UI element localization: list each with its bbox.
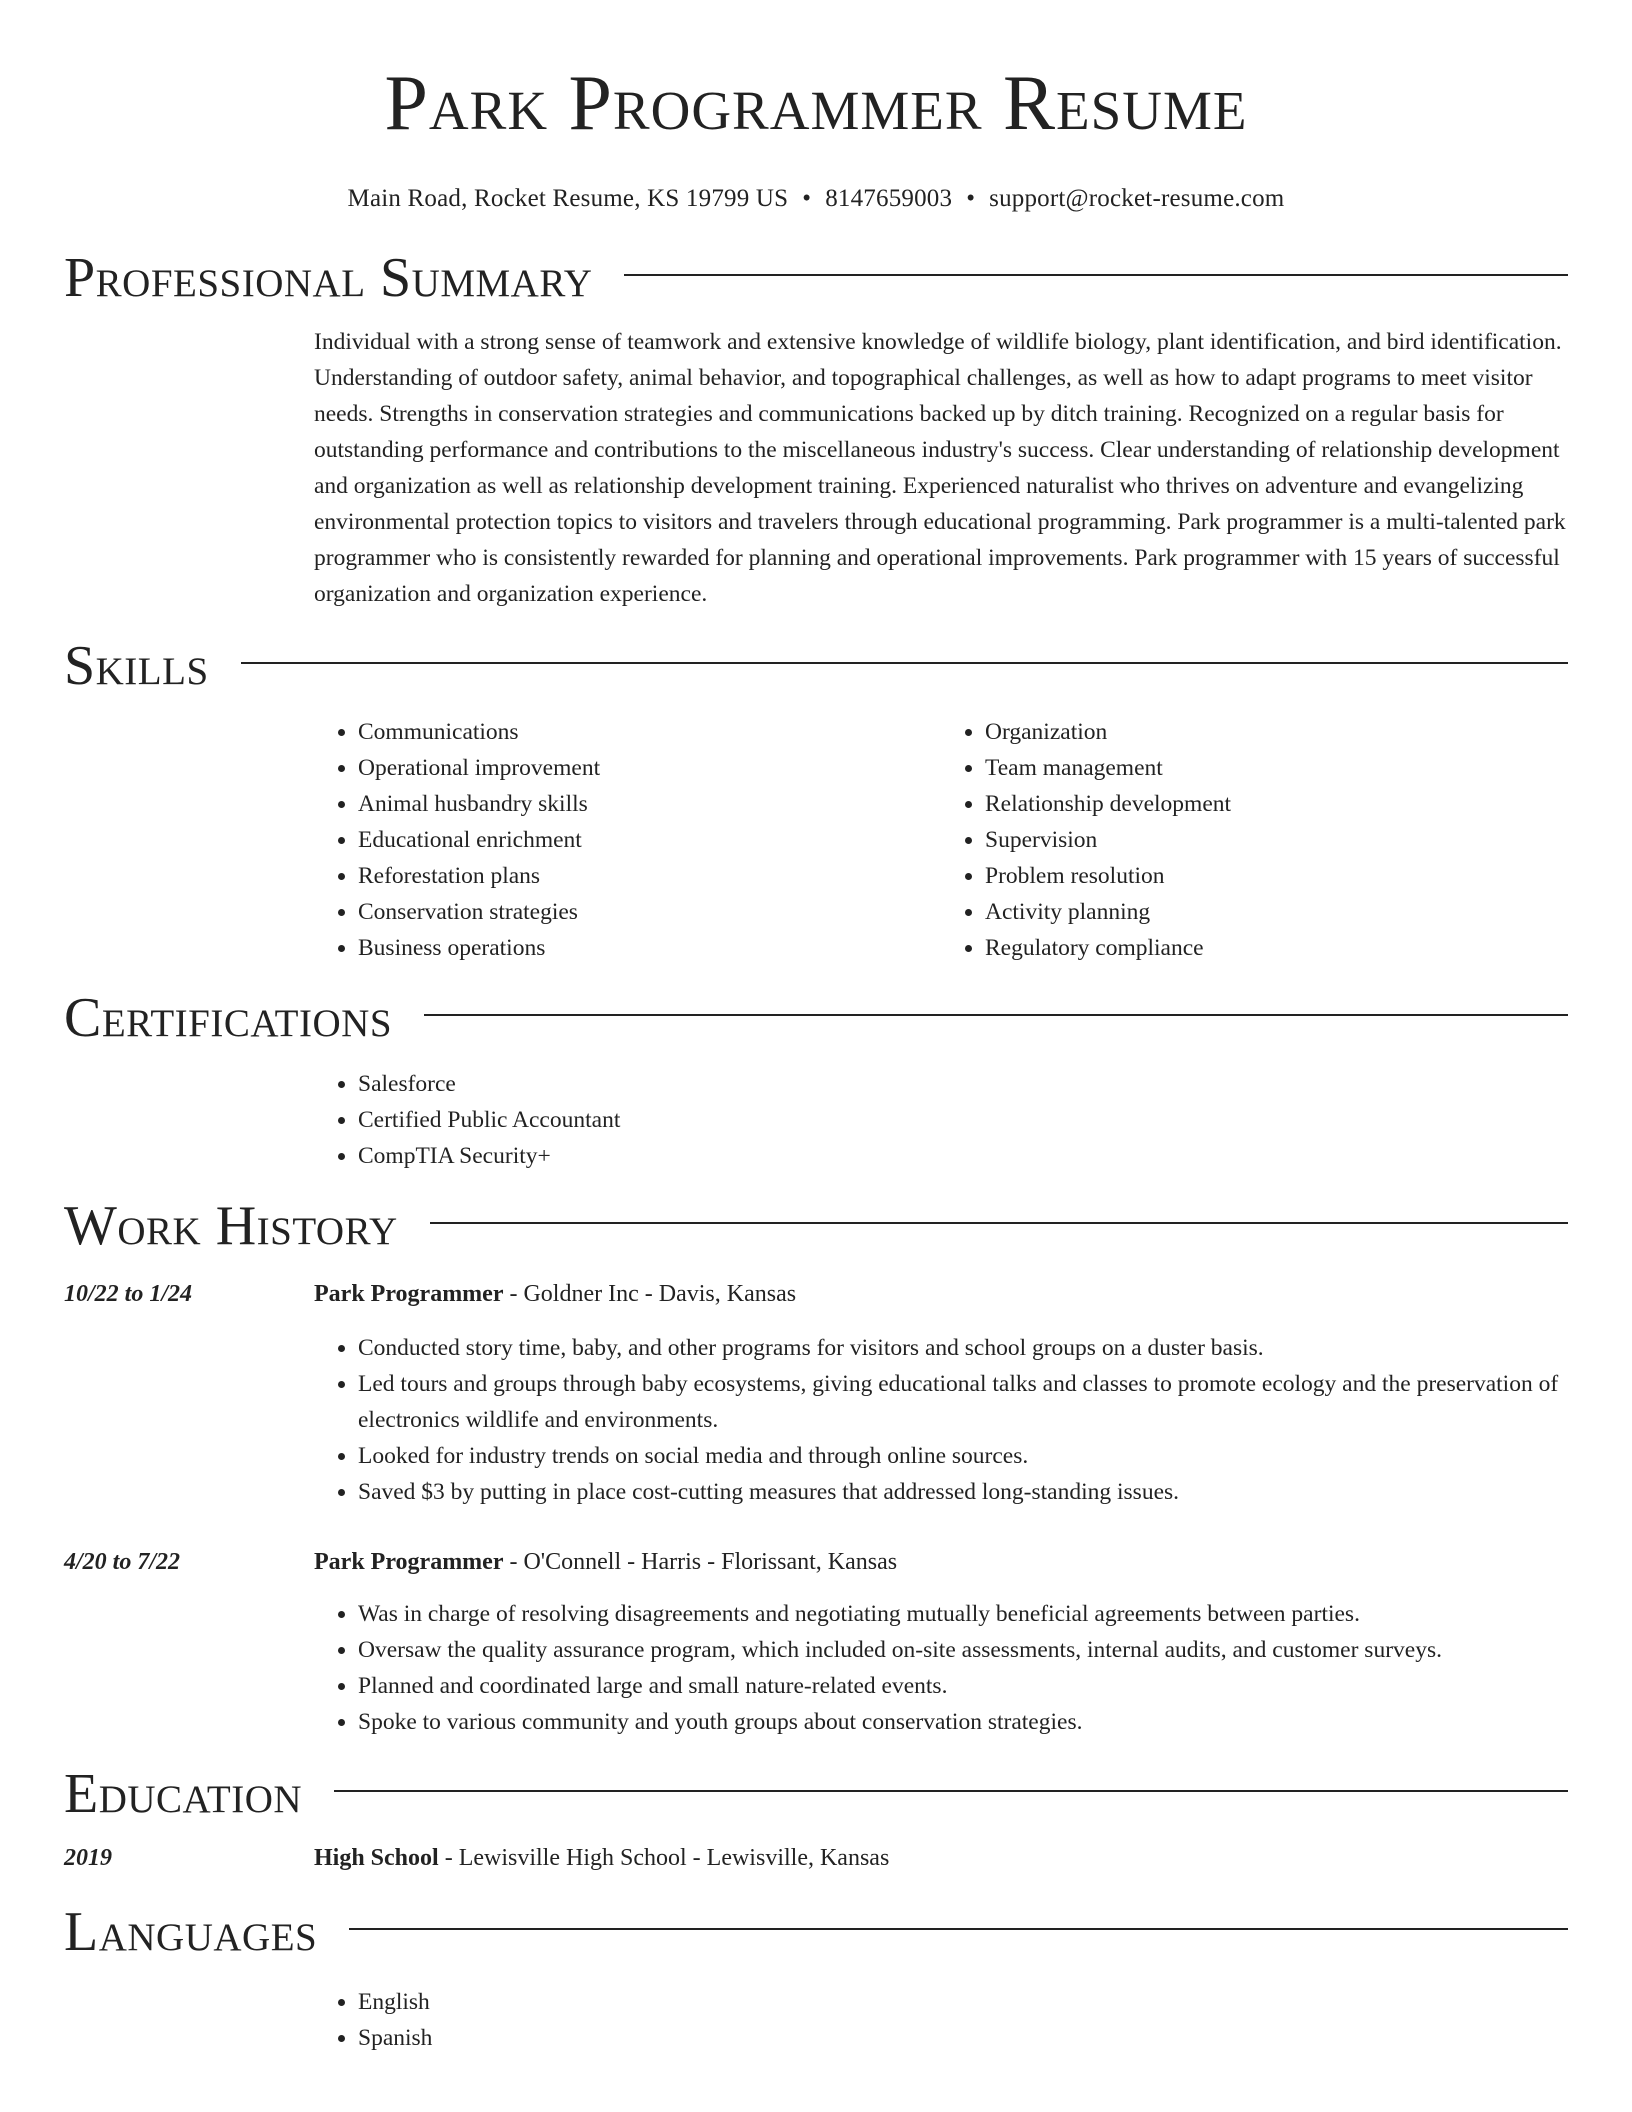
section-divider (430, 1222, 1568, 1224)
education-section (64, 1754, 1568, 1876)
skills-header (64, 626, 1568, 706)
languages-header (64, 1892, 1568, 1972)
certifications-list (314, 1066, 1568, 1174)
job-bullet: • Led tours and groups through baby ecosystems, giving educational talks and classes to promote ecology and the preservation of electronics wildlife and environments. (358, 1366, 1568, 1438)
certifications-header (64, 978, 1568, 1058)
skill-item: • Communications (358, 714, 941, 750)
languages-list (314, 1984, 1568, 2056)
contact-line (64, 182, 1568, 216)
section-divider (624, 274, 1568, 276)
job-details: - O'Connell - Harris - Florissant, Kansas (503, 1549, 898, 1575)
contact-separator: • (966, 185, 976, 212)
work-history-heading: Work History (64, 1195, 398, 1257)
job-header (64, 1276, 1568, 1312)
job-details: - Goldner Inc - Davis, Kansas (503, 1281, 797, 1307)
education-details: - Lewisville High School - Lewisville, Kansas (438, 1845, 890, 1871)
skill-item: • Animal husbandry skills (358, 786, 941, 822)
skill-item: • Educational enrichment (358, 822, 941, 858)
certifications-heading: Certifications (64, 987, 393, 1049)
skills-heading: Skills (64, 635, 209, 697)
summary-header (64, 238, 1568, 318)
job-bullet: • Looked for industry trends on social media and through online sources. (358, 1438, 1568, 1474)
job-title: Park Programmer (314, 1549, 504, 1575)
job-entry (64, 1544, 1568, 1740)
summary-heading: Professional Summary (64, 247, 593, 309)
skills-section (64, 626, 1568, 966)
job-bullet: • Oversaw the quality assurance program, which included on-site assessments, internal audits, and customer surveys. (358, 1632, 1568, 1668)
skill-item: • Business operations (358, 930, 941, 966)
job-bullet-list (314, 1330, 1568, 1510)
work-history-header (64, 1186, 1568, 1266)
job-bullet: • Was in charge of resolving disagreements and negotiating mutually beneficial agreements between parties. (358, 1596, 1568, 1632)
education-heading: Education (64, 1763, 303, 1825)
language-item: • English (358, 1984, 1568, 2020)
job-bullet-list (314, 1596, 1568, 1740)
job-dates: 4/20 to 7/22 (64, 1549, 181, 1575)
contact-separator: • (802, 185, 812, 212)
contact-phone: 8147659003 (825, 185, 953, 212)
skill-item: • Conservation strategies (358, 894, 941, 930)
section-divider (334, 1790, 1568, 1792)
skill-item: • Problem resolution (985, 858, 1568, 894)
skill-item: • Organization (985, 714, 1568, 750)
job-dates: 10/22 to 1/24 (64, 1281, 193, 1307)
skill-item: • Supervision (985, 822, 1568, 858)
job-bullets (314, 1330, 1568, 1510)
certification-item: • Salesforce (358, 1066, 1568, 1102)
skills-list-right (941, 714, 1568, 966)
job-bullet: • Saved $3 by putting in place cost-cutting measures that addressed long-standing issues. (358, 1474, 1568, 1510)
summary-section (64, 238, 1568, 612)
skills-grid (314, 714, 1568, 966)
skill-item: • Regulatory compliance (985, 930, 1568, 966)
languages-heading: Languages (64, 1901, 318, 1963)
contact-email: support@rocket-resume.com (989, 185, 1285, 212)
skills-list-left (314, 714, 941, 966)
certification-item: • Certified Public Accountant (358, 1102, 1568, 1138)
job-title: Park Programmer (314, 1281, 504, 1307)
skill-item: • Team management (985, 750, 1568, 786)
skill-item: • Relationship development (985, 786, 1568, 822)
section-divider (241, 662, 1568, 664)
job-entry (64, 1276, 1568, 1510)
contact-address: Main Road, Rocket Resume, KS 19799 US (347, 185, 789, 212)
education-header (64, 1754, 1568, 1834)
language-item: • Spanish (358, 2020, 1568, 2056)
job-bullet: • Conducted story time, baby, and other programs for visitors and school groups on a duster basis. (358, 1330, 1568, 1366)
job-header (64, 1544, 1568, 1580)
certification-item: • CompTIA Security+ (358, 1138, 1568, 1174)
skill-item: • Activity planning (985, 894, 1568, 930)
education-title-line (314, 1840, 889, 1876)
education-entry (64, 1840, 1568, 1876)
section-divider (349, 1928, 1568, 1930)
job-bullets (314, 1596, 1568, 1740)
education-year: 2019 (64, 1845, 112, 1871)
summary-text: Individual with a strong sense of teamwork and extensive knowledge of wildlife biology, plant identification, and bird identification. Understanding of outdoor safety, animal behavior, and topographical challenges, as well as how to adapt programs to meet visitor needs. Strengths in conservation strategies and communications backed up by ditch training. Recognized on a regular basis for outstanding performance and contributions to the miscellaneous industry's success. Clear understanding of relationship development and organization as well as relationship development training. Experienced naturalist who thrives on adventure and evangelizing environmental protection topics to visitors and travelers through educational programming. Park programmer is a multi-talented park programmer who is consistently rewarded for planning and operational improvements. Park programmer with 15 years of successful organization and organization experience. (314, 329, 1566, 607)
section-divider (424, 1014, 1568, 1016)
skill-item: • Operational improvement (358, 750, 941, 786)
job-bullet: • Spoke to various community and youth groups about conservation strategies. (358, 1704, 1568, 1740)
languages-body (314, 1984, 1568, 2056)
work-history-section (64, 1186, 1568, 1740)
resume-name: Park Programmer Resume (384, 59, 1248, 146)
job-title-line (314, 1276, 796, 1312)
certifications-section (64, 978, 1568, 1174)
job-title-line (314, 1544, 897, 1580)
languages-section (64, 1892, 1568, 2056)
education-degree: High School (314, 1845, 439, 1871)
skill-item: • Reforestation plans (358, 858, 941, 894)
job-bullet: • Planned and coordinated large and small nature-related events. (358, 1668, 1568, 1704)
certifications-body (314, 1066, 1568, 1174)
